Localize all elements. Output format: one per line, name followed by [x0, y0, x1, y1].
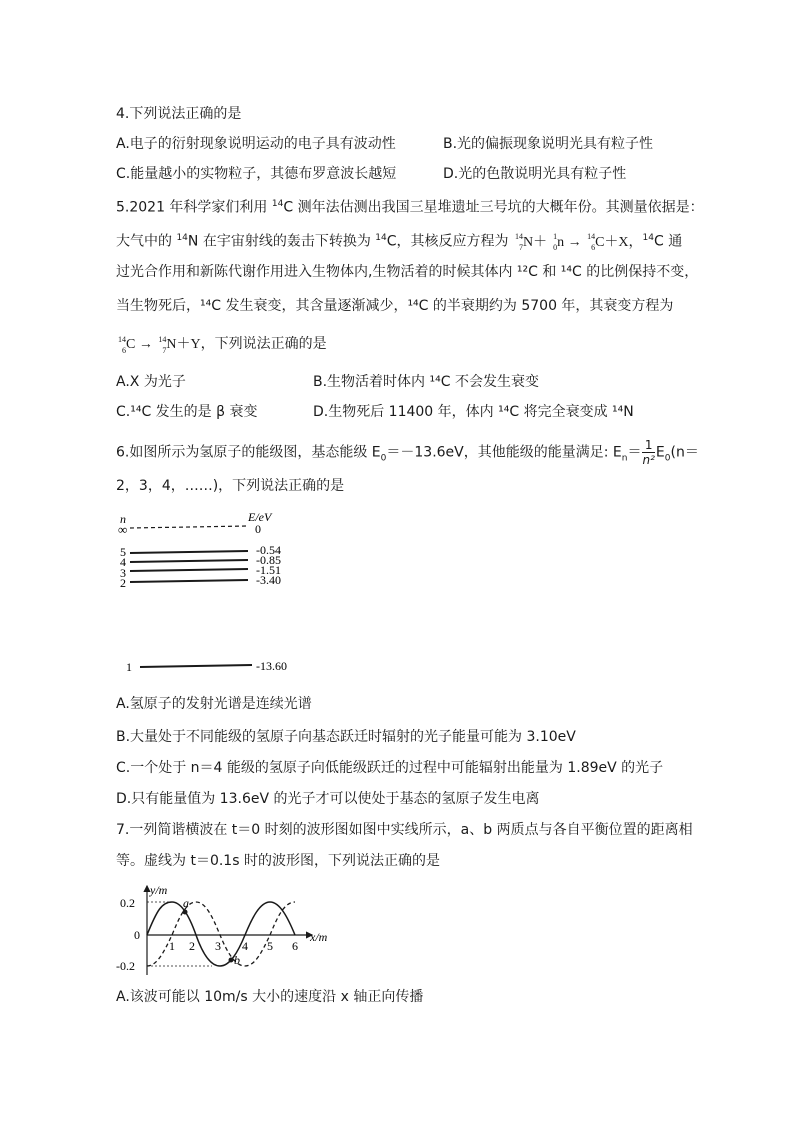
q6-option-c: C.一个处于 n＝4 能级的氢原子向低能级跃迁的过程中可能辐射出能量为 1.89eV 的光子 — [116, 760, 664, 776]
q5-line-2c: C，其核反应方程为 — [386, 233, 513, 250]
level-infinity-energy: 0 — [255, 522, 261, 536]
level-3-line — [130, 569, 248, 571]
x-tick-4: 4 — [242, 939, 248, 953]
q6-line-1a: 6.如图所示为氢原子的能级图，基态能级 E — [116, 444, 381, 461]
q5-line-2a: 大气中的 — [116, 233, 177, 250]
level-infinity-label: ∞ — [118, 522, 128, 537]
wave-dashed-t0.1 — [147, 902, 295, 966]
level-5-energy: -0.54 — [256, 543, 281, 557]
q7-line-2: 等。虚线为 t＝0.1s 时的波形图，下列说法正确的是 — [116, 853, 440, 869]
x-tick-2: 2 — [189, 939, 195, 953]
energy-level-diagram — [110, 508, 310, 678]
q6-line-1b: ＝－13.6eV，其他能级的能量满足: E — [386, 444, 622, 461]
point-b-label: b — [234, 953, 240, 967]
q6-line-1e: (n＝ — [670, 444, 699, 461]
fraction-numerator: 1 — [642, 438, 654, 453]
q6-line-1: 6.如图所示为氢原子的能级图，基态能级 $E_0=-13.6eV$，其他能级的能量满足: $E_n=$ $\frac{1}{\text{n²}}$ $E_0(n=$ — [116, 438, 699, 467]
q7-option-a: A.该波可能以 10m/s 大小的速度沿 x 轴正向传播 — [116, 989, 424, 1005]
y-tick-0: 0 — [134, 928, 140, 942]
point-b-dot — [229, 958, 234, 963]
x-axis-label: x/m — [310, 930, 328, 944]
q4-option-a: A.电子的衍射现象说明运动的电子具有波动性 — [116, 136, 396, 152]
level-5-line — [130, 551, 248, 553]
q4-option-b: B.光的偏振现象说明光具有粒子性 — [443, 136, 654, 152]
level-2-line — [130, 580, 248, 582]
nuclear-reaction-equation: 14 7 N＋ 1 0 n → 14 6 C＋X， — [514, 232, 643, 253]
wave-graph — [112, 880, 342, 980]
q5-line-1a: 5.2021 年科学家们利用 — [116, 199, 272, 216]
wave-solid-t0 — [147, 902, 295, 966]
q5-line-2: 大气中的 $^{14}$N 在宇宙射线的轰击下转换为 $^{14}$C，其核反应方程为 14 7 N＋ 1 0 n → 14 6 C＋X，$^{14}$C 通 — [116, 232, 683, 253]
q5-line-2d: C 通 — [654, 233, 683, 250]
q5-option-d: D.生物死后 11400 年，体内 ¹⁴C 将完全衰变成 ¹⁴N — [313, 404, 634, 420]
q5-line-1b: C 测年法估测出我国三星堆遗址三号坑的大概年份。其测量依据是： — [283, 199, 704, 216]
q6-line-2: 2，3，4，……)，下列说法正确的是 — [116, 478, 345, 494]
q6-option-d: D.只有能量值为 13.6eV 的光子才可以使处于基态的氢原子发生电离 — [116, 791, 540, 807]
level-1-label: 1 — [126, 660, 132, 674]
n-axis-label: n — [120, 512, 126, 526]
x-tick-5: 5 — [267, 939, 273, 953]
point-a-label: a — [183, 896, 189, 910]
level-3-label: 3 — [120, 566, 126, 580]
q5-option-c: C.¹⁴C 发生的是 β 衰变 — [116, 404, 258, 420]
decay-equation: 14 6 C → 14 7 N＋Y — [118, 334, 201, 355]
fraction-denominator: n² — [642, 453, 655, 467]
level-2-energy: -3.40 — [256, 573, 281, 587]
point-a-dot — [183, 910, 188, 915]
q5-option-b: B.生物活着时体内 ¹⁴C 不会发生衰变 — [313, 374, 539, 390]
q5-line-4: 当生物死后，¹⁴C 发生衰变，其含量逐渐减少，¹⁴C 的半衰期约为 5700 年，其衰变方程为 — [116, 298, 674, 314]
q5-line-5-tail: ，下列说法正确的是 — [200, 336, 327, 352]
q4-option-d: D.光的色散说明光具有粒子性 — [443, 166, 627, 182]
level-4-energy: -0.85 — [256, 553, 281, 567]
x-tick-1: 1 — [169, 939, 175, 953]
x-tick-3: 3 — [215, 939, 221, 953]
level-2-label: 2 — [120, 576, 126, 590]
q6-option-a: A.氢原子的发射光谱是连续光谱 — [116, 696, 312, 712]
q6-line-1c: ＝ — [627, 444, 642, 461]
energy-fraction — [642, 438, 654, 467]
x-tick-6: 6 — [292, 939, 298, 953]
y-tick-0.2: 0.2 — [120, 896, 135, 910]
y-axis-label: y/m — [150, 883, 168, 897]
level-3-energy: -1.51 — [256, 563, 281, 577]
q5-option-a: A.X 为光子 — [116, 374, 186, 390]
q4-stem: 4.下列说法正确的是 — [116, 106, 242, 122]
level-1-line — [140, 665, 252, 667]
level-1-energy: -13.60 — [256, 659, 287, 673]
q5-line-3: 过光合作用和新陈代谢作用进入生物体内,生物活着的时候其体内 ¹²C 和 ¹⁴C 的比例保持不变， — [116, 264, 699, 280]
q5-line-5 — [116, 334, 327, 355]
q6-line-1d: E — [655, 444, 665, 461]
level-4-label: 4 — [120, 555, 126, 569]
q7-line-1: 7.一列简谐横波在 t＝0 时刻的波形图如图中实线所示，a、b 两质点与各自平衡位置的距离相 — [116, 822, 693, 838]
q6-option-b: B.大量处于不同能级的氢原子向基态跃迁时辐射的光子能量可能为 3.10eV — [116, 729, 576, 745]
energy-axis-label: E/eV — [248, 510, 272, 524]
y-tick-neg-0.2: -0.2 — [116, 959, 135, 973]
level-infinity-line — [130, 526, 248, 528]
level-5-label: 5 — [120, 545, 126, 559]
q4-option-c: C.能量越小的实物粒子，其德布罗意波长越短 — [116, 166, 397, 182]
level-4-line — [130, 560, 248, 562]
q5-line-1: 5.2021 年科学家们利用 $^{14}$C 测年法估测出我国三星堆遗址三号坑的大概年份。其测量依据是： — [116, 199, 704, 216]
q5-line-2b: N 在宇宙射线的轰击下转换为 — [187, 233, 376, 250]
